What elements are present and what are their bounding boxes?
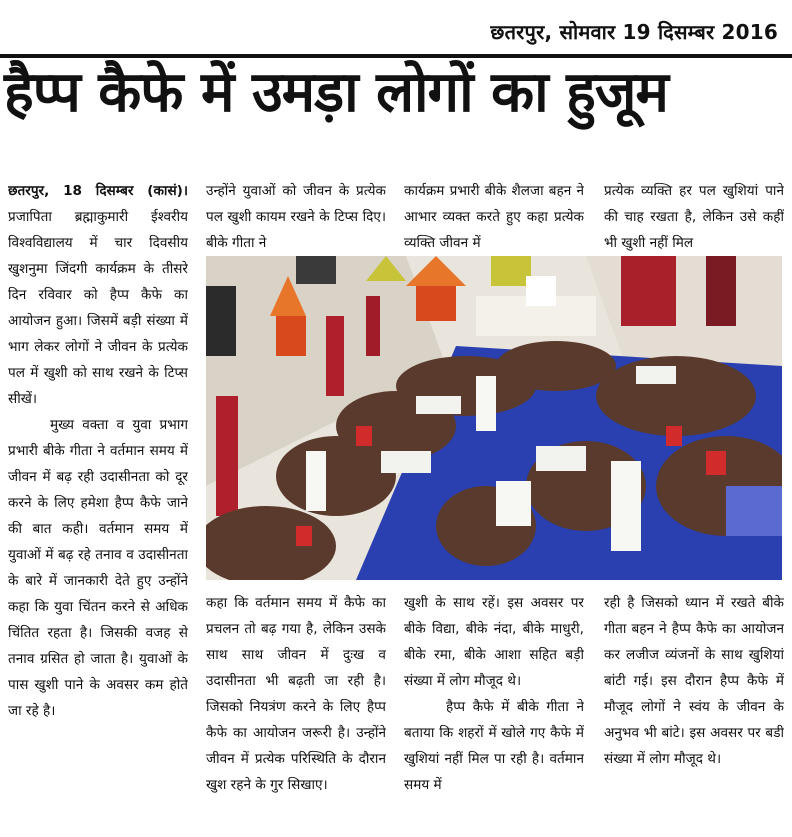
masthead-rule [0, 54, 792, 58]
article-paragraph: खुशी के साथ रहें। इस अवसर पर बीके विद्या, बीके नंदा, बीके माधुरी, बीके रमा, बीके आशा सहित बड़ी संख्या में लोग मौजूद थे। [404, 595, 584, 689]
article-column-2-top: उन्होंने युवाओं को जीवन के प्रत्येक पल खुशी कायम रखने के टिप्स दिए। बीके गीता ने [206, 183, 386, 251]
article-column-4-bottom: रही है जिसको ध्यान में रखते बीके गीता बहन ने हैप्प कैफे का आयोजन कर लजीज व्यंजनों के साथ खुशियां बांटी गई। इस दौरान हैप्प कैफे में मौजूद लोगों ने स्वंय के जीवन के अनुभव भी बांटे। इस अवसर पर बडी संख्या में लोग मौजूद थे। [604, 595, 784, 767]
article-paragraph: हैप्प कैफे में बीके गीता ने बताया कि शहरों में खोले गए कैफे में खुशियां नहीं मिल पा रही है। वर्तमान समय में [404, 699, 584, 793]
article-paragraph: मुख्य वक्ता व युवा प्रभाग प्रभारी बीके गीता ने वर्तमान समय में जीवन में बढ़ रही उदासीनता को दूर करने के लिए हमेशा हैप्प कैफे जाने की बात कही। वर्तमान समय में युवाओं में बढ़ रहे तनाव व उदासीनता के बारे में जानकारी देते हुए उन्होंने कहा कि युवा चिंतन करने से अधिक चिंतित रहता है। जिसकी वजह से तनाव ग्रसित हो जाता है। युवाओं के पास खुशी पाने के अवसर कम होते जा रहे है। [8, 417, 188, 719]
paragraph-text: प्रजापिता ब्रह्माकुमारी ईश्वरीय विश्वविद्यालय में चार दिवसीय खुशनुमा जिंदगी कार्यक्रम के तीसरे दिन रविवार को हैप्प कैफे का आयोजन हुआ। जिसमें बड़ी संख्या में भाग लेकर लोगों ने जीवन के प्रत्येक पल में खुशी को साथ रखने के टिप्स सीखें। [8, 209, 188, 407]
article-column-4-top: प्रत्येक व्यक्ति हर पल खुशियां पाने की चाह रखता है, लेकिन उसे कहीं भी खुशी नहीं मिल [604, 183, 784, 251]
headline: हैप्प कैफे में उमड़ा लोगों का हुजूम [4, 60, 668, 125]
article-paragraph [8, 178, 188, 412]
byline: छतरपुर, 18 दिसम्बर (कासं)। [8, 183, 188, 199]
article-column-3-top: कार्यक्रम प्रभारी बीके शैलजा बहन ने आभार व्यक्त करते हुए कहा प्रत्येक व्यक्ति जीवन में [404, 183, 584, 251]
event-hall-photo [206, 256, 782, 580]
dateline: छतरपुर, सोमवार 19 दिसम्बर 2016 [490, 20, 778, 44]
article-column-2-bottom: कहा कि वर्तमान समय में कैफे का प्रचलन तो बढ़ गया है, लेकिन उसके साथ साथ जीवन में दुःख व उदासीनता भी बढ़ती जा रही है। जिसको नियत्रंण करने के लिए हैप्प कैफे का आयोजन जरूरी है। उन्होंने जीवन में प्रत्येक परिस्थिति के दौरान खुश रहने के गुर सिखाए। [206, 595, 386, 793]
article-column-3-bottom [404, 590, 584, 830]
article-column-1 [8, 178, 188, 828]
event-hall-photo-icon [206, 256, 782, 580]
